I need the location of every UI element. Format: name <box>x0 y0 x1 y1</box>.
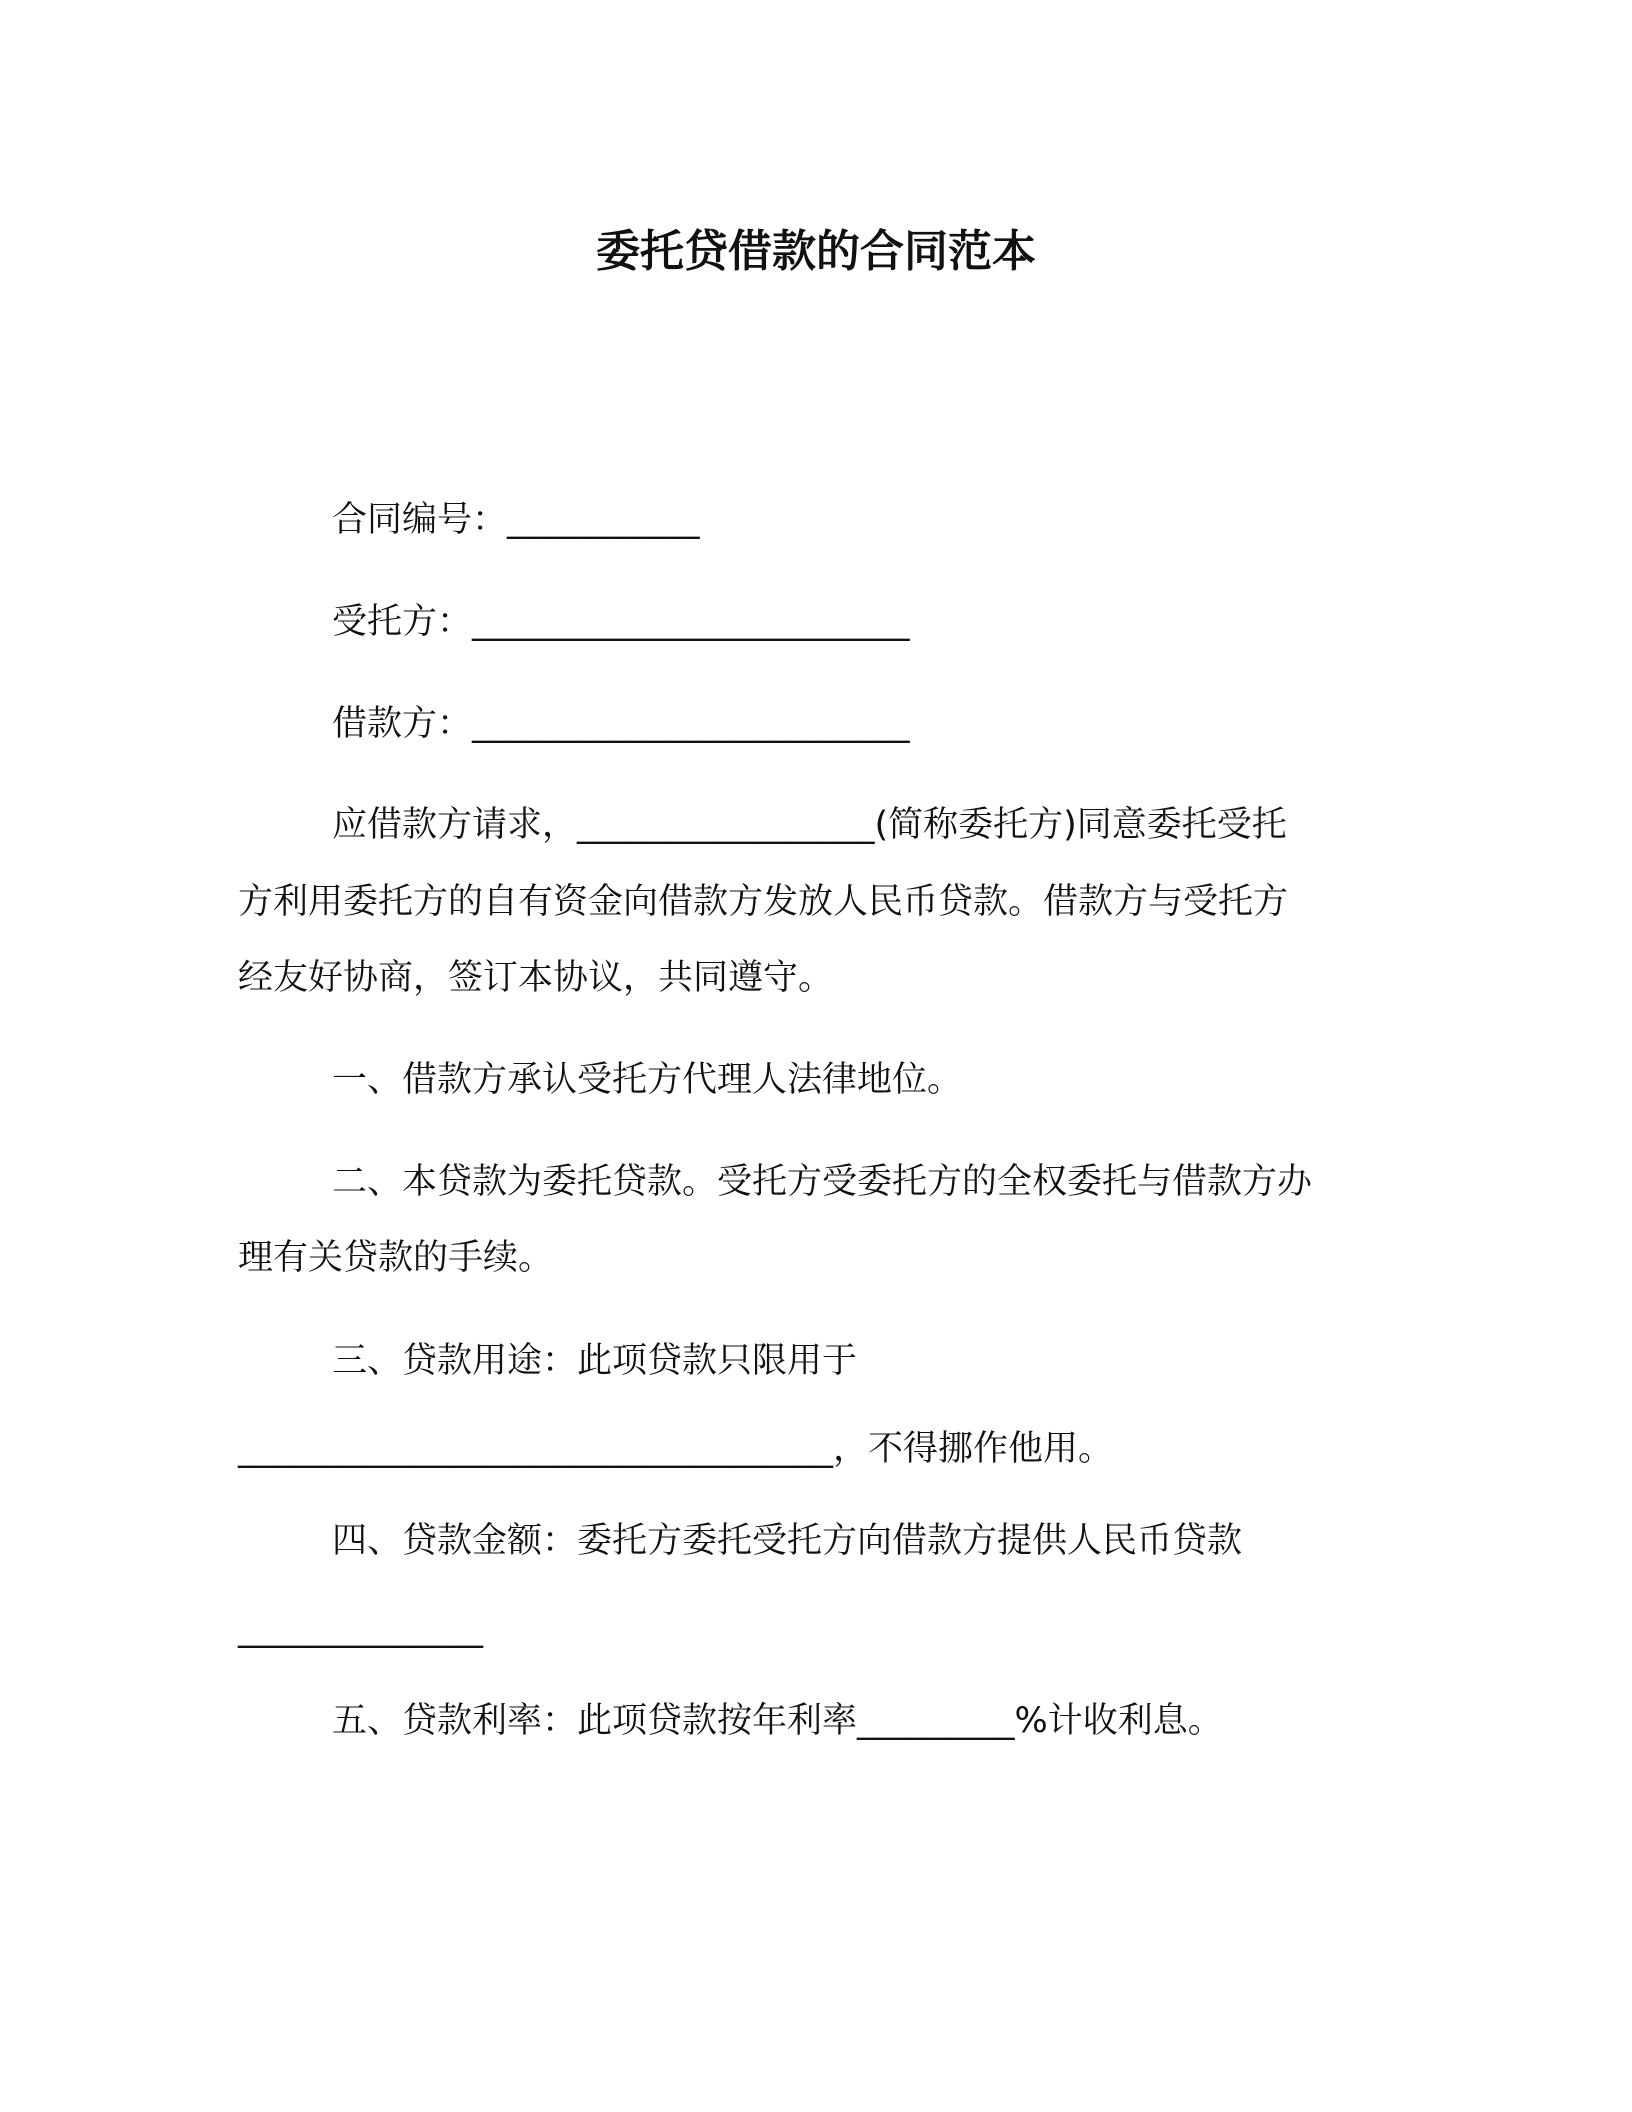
document-title: 委托贷借款的合同范本 <box>596 226 1036 277</box>
clause-3-line-2: __________________________________，不得挪作他用。 <box>238 1429 1114 1469</box>
clause-4-line-2: ______________ <box>238 1609 483 1649</box>
paragraph-intro-line-2: 方利用委托方的自有资金向借款方发放人民币贷款。借款方与受托方 <box>238 882 1289 922</box>
clause-3-line-1: 三、贷款用途：此项贷款只限用于 <box>332 1341 858 1381</box>
clause-2-line-2: 理有关贷款的手续。 <box>238 1238 554 1278</box>
contract-number-line: 合同编号：___________ <box>332 500 700 540</box>
clause-4-line-1: 四、贷款金额：委托方委托受托方向借款方提供人民币贷款 <box>332 1521 1243 1561</box>
trustee-line: 受托方：_________________________ <box>332 602 910 642</box>
borrower-line: 借款方：_________________________ <box>332 704 910 744</box>
clause-1: 一、借款方承认受托方代理人法律地位。 <box>332 1060 963 1100</box>
paragraph-intro-line-3: 经友好协商，签订本协议，共同遵守。 <box>238 958 834 998</box>
paragraph-intro-line-1: 应借款方请求，_________________(简称委托方)同意委托受托 <box>332 805 1287 845</box>
clause-2-line-1: 二、本贷款为委托贷款。受托方受委托方的全权委托与借款方办 <box>332 1162 1313 1202</box>
clause-5: 五、贷款利率：此项贷款按年利率_________%计收利息。 <box>332 1701 1223 1741</box>
